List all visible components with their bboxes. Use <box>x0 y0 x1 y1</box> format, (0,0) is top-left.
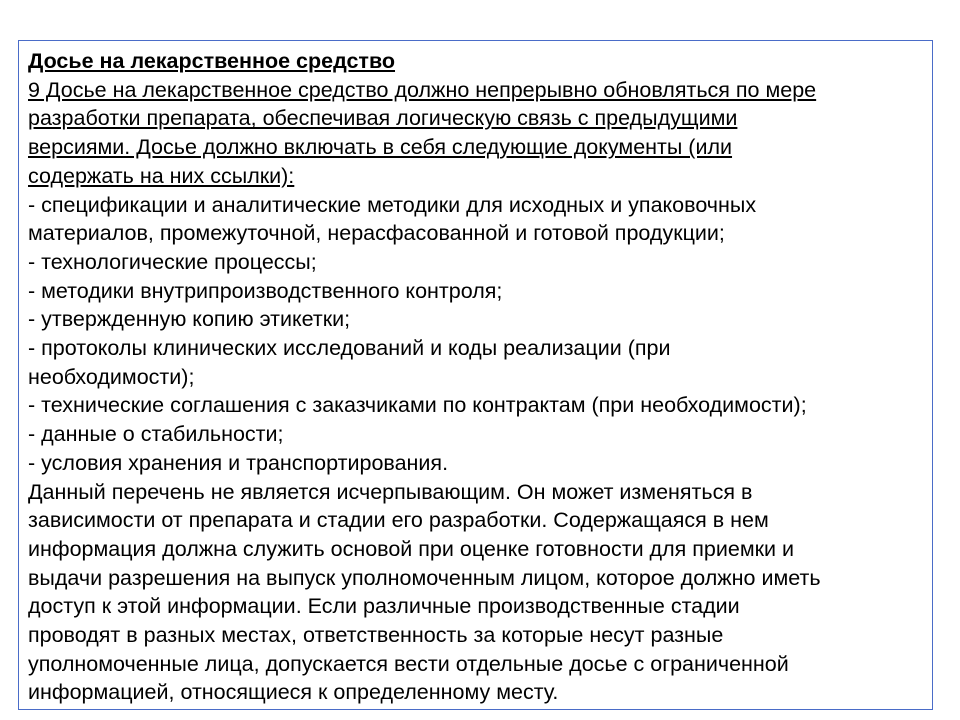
slide-title: Досье на лекарственное средство <box>28 49 396 73</box>
list-item-continuation: необходимости); <box>28 364 195 389</box>
list-item: - технологические процессы; <box>28 249 317 274</box>
text-box <box>18 40 933 710</box>
closing-line: информация должна служить основой при оценке готовности для приемки и <box>28 536 795 561</box>
list-item: - методики внутрипроизводственного контроля; <box>28 278 503 303</box>
list-item: - технические соглашения с заказчиками по контрактам (при необходимости); <box>28 393 807 418</box>
closing-line: зависимости от препарата и стадии его разработки. Содержащаяся в нем <box>28 508 769 533</box>
closing-line: выдачи разрешения на выпуск уполномоченным лицом, которое должно иметь <box>28 565 821 590</box>
closing-line: проводят в разных местах, ответственность за которые несут разные <box>28 623 724 648</box>
closing-line: доступ к этой информации. Если различные производственные стадии <box>28 594 740 619</box>
closing-line: информацией, относящиеся к определенному месту. <box>28 680 559 705</box>
intro-line: версиями. Досье должно включать в себя следующие документы (или <box>28 135 733 160</box>
list-item: - условия хранения и транспортирования. <box>28 450 449 475</box>
list-item: - данные о стабильности; <box>28 422 284 447</box>
closing-line: Данный перечень не является исчерпывающим. Он может изменяться в <box>28 479 753 504</box>
closing-line: уполномоченные лица, допускается вести отдельные досье с ограниченной <box>28 651 789 676</box>
list-item: - протоколы клинических исследований и коды реализации (при <box>28 336 671 361</box>
list-item: - спецификации и аналитические методики для исходных и упаковочных <box>28 192 757 217</box>
intro-line: разработки препарата, обеспечивая логическую связь с предыдущими <box>28 106 738 131</box>
intro-line: содержать на них ссылки): <box>28 163 295 188</box>
list-item: - утвержденную копию этикетки; <box>28 307 351 332</box>
list-item-continuation: материалов, промежуточной, нерасфасованной и готовой продукции; <box>28 221 725 246</box>
intro-line: 9 Досье на лекарственное средство должно непрерывно обновляться по мере <box>28 77 817 102</box>
